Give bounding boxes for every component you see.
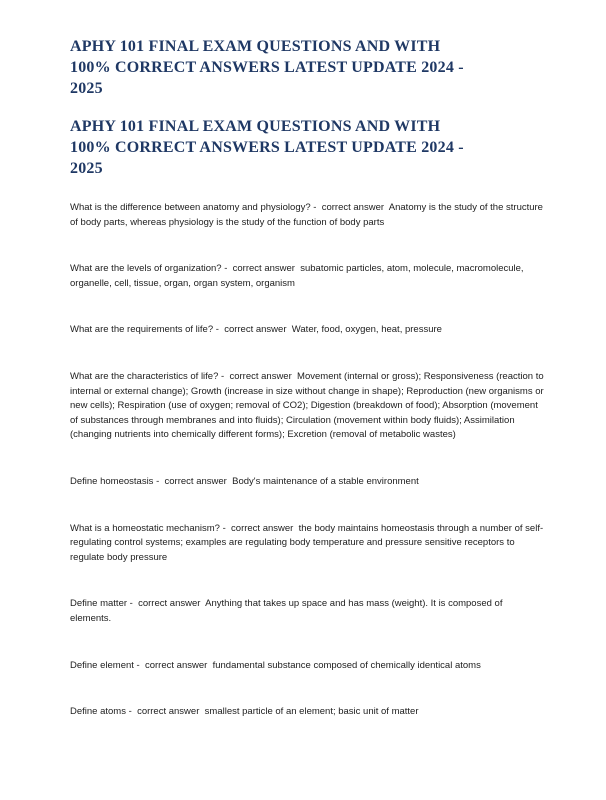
answer-marker: - correct answer: [153, 475, 233, 487]
qa-answer: smallest particle of an element; basic unit of matter: [204, 706, 419, 718]
qa-item: [70, 597, 546, 626]
answer-marker: - correct answer: [125, 706, 205, 718]
answer-marker: - correct answer: [310, 202, 389, 213]
qa-item: [70, 370, 546, 443]
answer-marker: - correct answer: [219, 522, 299, 534]
qa-answer: the body maintains homeostasis through a number of self-regulating control systems; examples are regulating body temperature and pressure sensitive receptors to regulate body pressure: [70, 522, 544, 563]
qa-item: [70, 201, 546, 230]
qa-question: Define element: [70, 659, 134, 671]
qa-answer: Water, food, oxygen, heat, pressure: [291, 324, 442, 336]
qa-answer: subatomic particles, atom, molecule, macromolecule, organelle, cell, tissue, organ, organ system, organism: [70, 263, 527, 289]
answer-marker: - correct answer: [133, 659, 213, 671]
answer-marker: - correct answer: [221, 263, 301, 275]
title-line: APHY 101 FINAL EXAM QUESTIONS AND WITH: [70, 118, 441, 135]
qa-item: [70, 659, 546, 674]
qa-question: Define atoms: [70, 706, 126, 718]
qa-question: Define homeostasis: [70, 475, 154, 487]
qa-item: [70, 522, 546, 566]
qa-answer: Movement (internal or gross); Responsiveness (reaction to internal or external change); Growth (increase in size without change in shape); Reproduction (new organisms or new cells); Respiration (use of oxygen; removal of CO2); Digestion (breakdown of food); Absorption (movement of substances through membranes and into fluids); Circulation (movement within body fluids); Assimilation (changing nutrients into chemically different forms); Excretion (removal of metabolic wastes): [70, 370, 547, 441]
answer-marker: - correct answer: [213, 324, 292, 336]
qa-answer: Body's maintenance of a stable environment: [232, 475, 419, 487]
qa-item: [70, 705, 546, 720]
title-line: 2025: [70, 160, 103, 177]
answer-marker: - correct answer: [218, 370, 298, 382]
qa-item: [70, 475, 546, 490]
qa-question: What is the difference between anatomy and physiology?: [70, 202, 311, 213]
title-line: APHY 101 FINAL EXAM QUESTIONS AND WITH: [70, 38, 441, 55]
document-title-repeat: [70, 116, 546, 179]
qa-answer: Anything that takes up space and has mass (weight). It is composed of elements.: [70, 598, 506, 624]
qa-item: [70, 262, 546, 291]
document-title-first: [70, 36, 546, 99]
qa-answer: fundamental substance composed of chemically identical atoms: [212, 659, 481, 671]
qa-question: What are the characteristics of life?: [70, 370, 219, 382]
qa-question: Define matter: [70, 598, 128, 610]
title-line: 2025: [70, 80, 103, 97]
title-line: 100% CORRECT ANSWERS LATEST UPDATE 2024 -: [70, 139, 464, 156]
qa-list: [70, 201, 546, 720]
qa-item: [70, 323, 546, 338]
qa-answer: Anatomy is the study of the structure of body parts, whereas physiology is the study of the function of body parts: [70, 202, 546, 228]
title-line: 100% CORRECT ANSWERS LATEST UPDATE 2024 -: [70, 59, 464, 76]
qa-question: What is a homeostatic mechanism?: [70, 522, 220, 534]
answer-marker: - correct answer: [127, 598, 206, 610]
qa-question: What are the requirements of life?: [70, 324, 214, 336]
qa-question: What are the levels of organization?: [70, 263, 222, 275]
